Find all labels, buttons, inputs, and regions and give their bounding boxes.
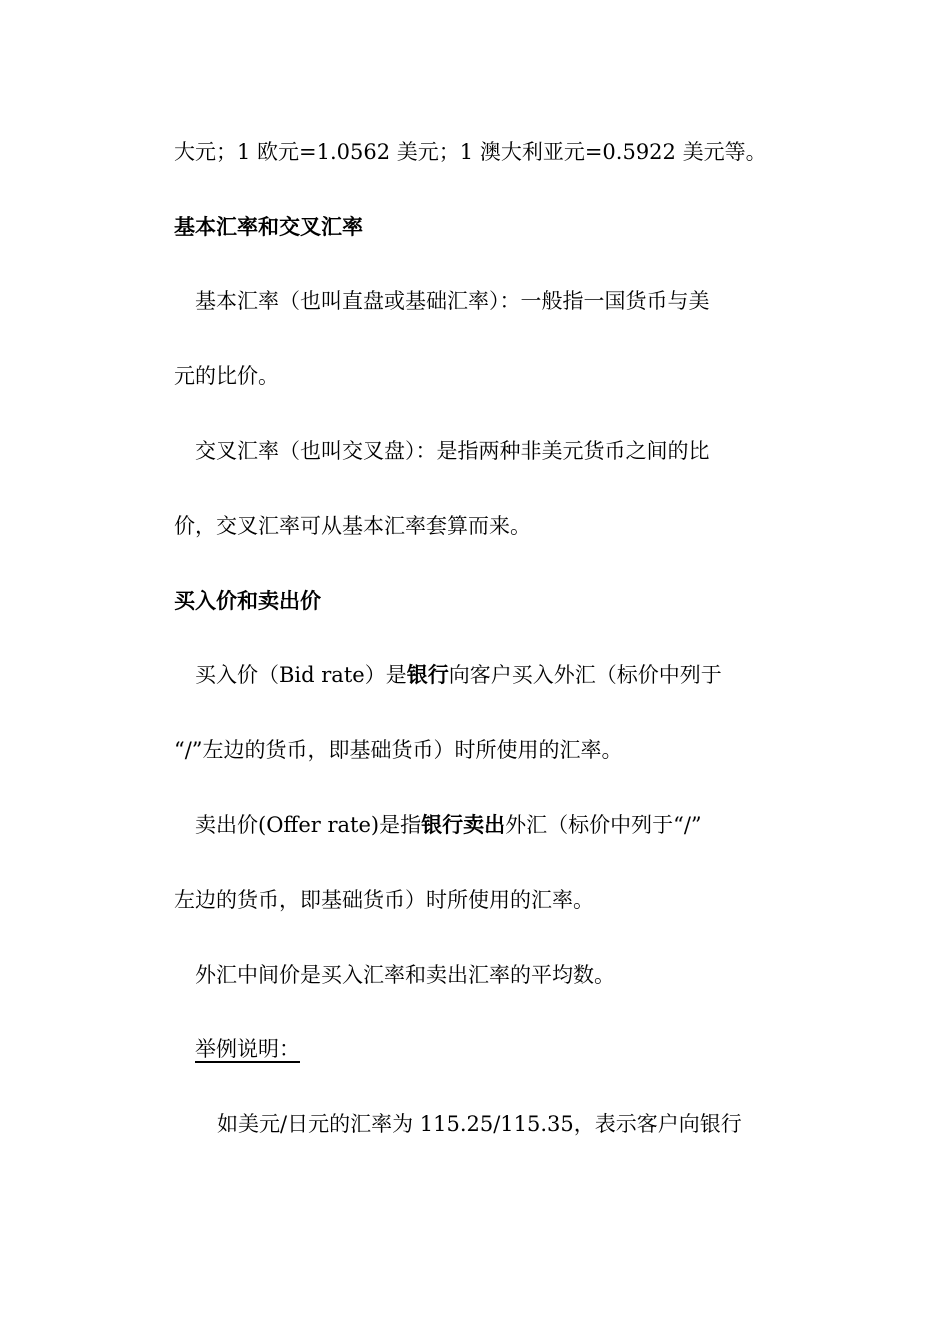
paragraph-basic-rate-line2: 元的比价。 [174, 364, 279, 388]
paragraph-offer-rate-line1 [195, 810, 815, 840]
paragraph-basic-rate-line1: 基本汇率（也叫直盘或基础汇率）：一般指一国货币与美 [195, 289, 710, 313]
paragraph-example-usd-jpy: 如美元/日元的汇率为 115.25/115.35，表示客户向银行 [217, 1112, 742, 1136]
section-heading-bid-offer: 买入价和卖出价 [174, 589, 321, 613]
paragraph-bid-rate-line2: “/”左边的货币，即基础货币）时所使用的汇率。 [174, 738, 623, 762]
example-label [195, 1034, 815, 1064]
paragraph-middle-rate: 外汇中间价是买入汇率和卖出汇率的平均数。 [195, 963, 615, 987]
example-label-text: 举例说明： [195, 1037, 300, 1061]
bid-rate-text-part2: 向客户买入外汇（标价中列于 [448, 663, 722, 687]
bid-rate-text-part1: 买入价（Bid rate）是 [195, 663, 407, 687]
offer-rate-text-part2: 外汇（标价中列于“/” [505, 813, 702, 837]
paragraph-cross-rate-line2: 价，交叉汇率可从基本汇率套算而来。 [174, 514, 531, 538]
paragraph-cross-rate-line1: 交叉汇率（也叫交叉盘）：是指两种非美元货币之间的比 [195, 439, 710, 463]
paragraph-bid-rate-line1 [195, 660, 815, 690]
offer-rate-bold-bank-sell: 银行卖出 [421, 813, 506, 837]
offer-rate-text-part1: 卖出价(Offer rate)是指 [195, 813, 422, 837]
paragraph-offer-rate-line2: 左边的货币，即基础货币）时所使用的汇率。 [174, 888, 594, 912]
text-line-exchange-examples: 大元；1 欧元=1.0562 美元；1 澳大利亚元=0.5922 美元等。 [174, 140, 767, 164]
section-heading-basic-cross-rate: 基本汇率和交叉汇率 [174, 215, 363, 239]
bid-rate-bold-bank: 银行 [406, 663, 449, 687]
